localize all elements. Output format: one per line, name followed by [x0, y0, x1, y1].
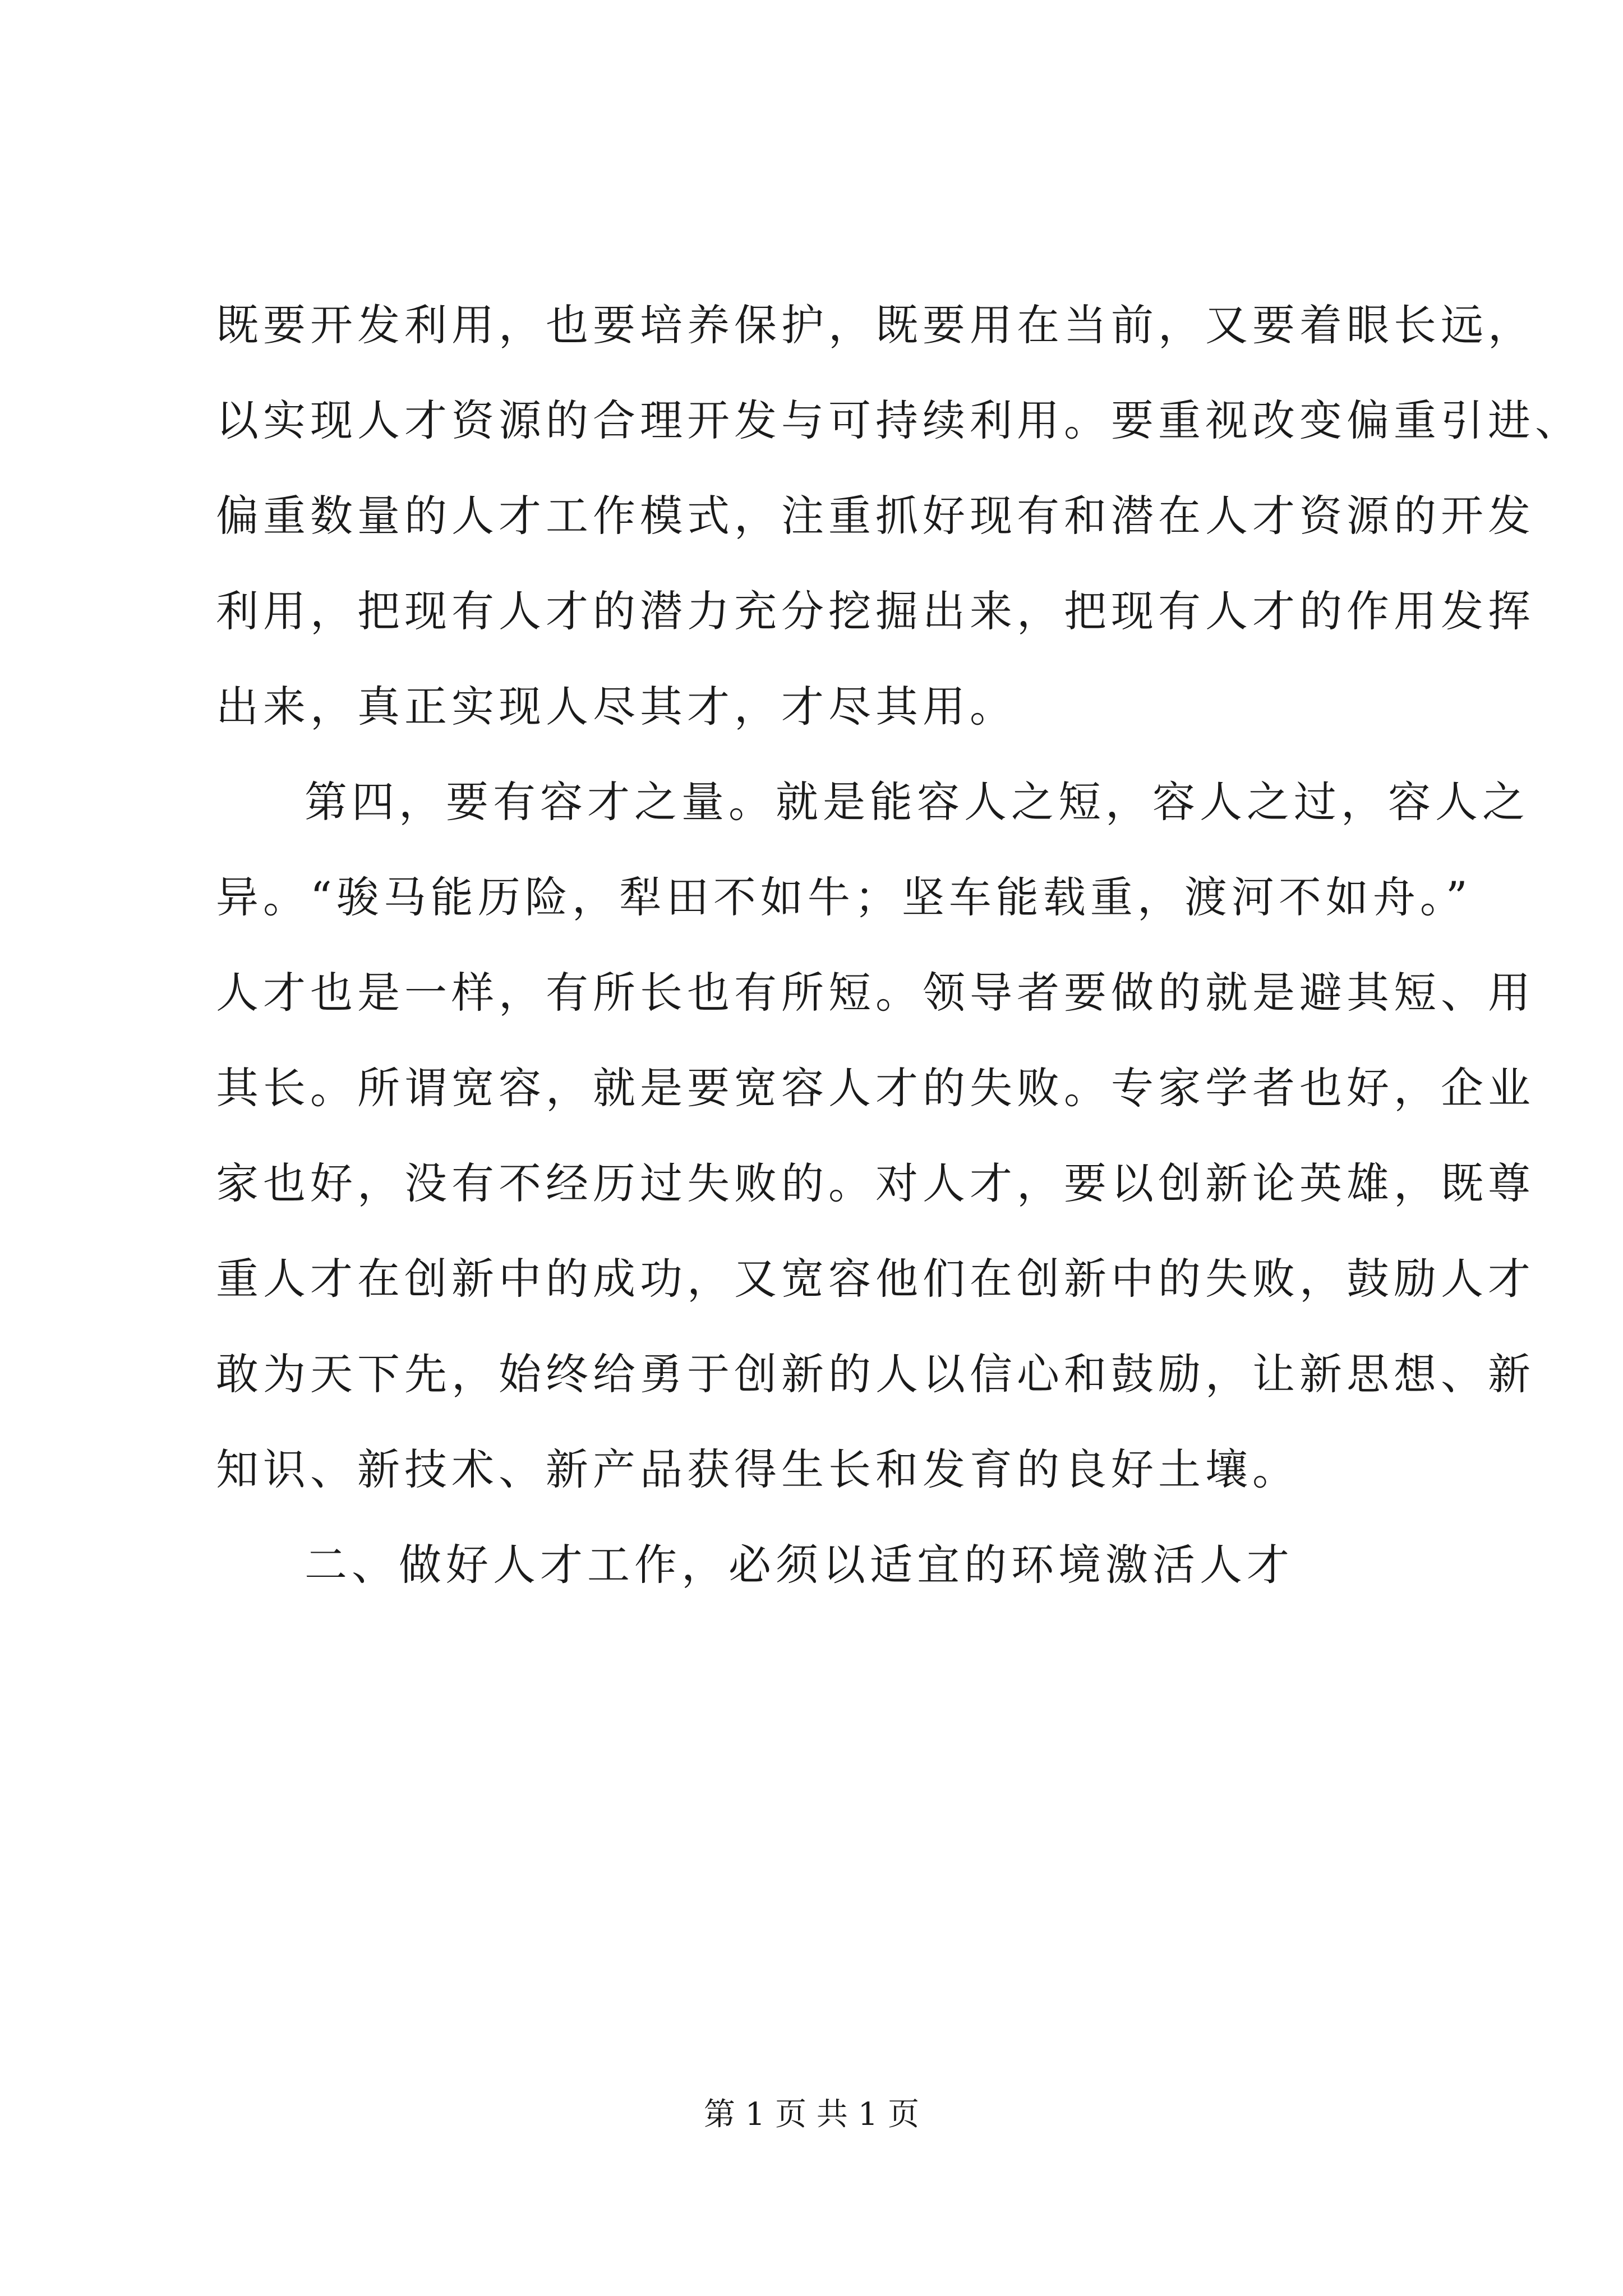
- text-line: 以实现人才资源的合理开发与可持续利用。要重视改变偏重引进、: [216, 395, 1582, 445]
- page-number-footer: 第 1 页 共 1 页: [703, 2096, 920, 2133]
- paragraph-first-line: 第四，要有容才之量。就是能容人之短，容人之过，容人之: [305, 777, 1529, 827]
- text-line: 家也好，没有不经历过失败的。对人才，要以创新论英雄，既尊: [216, 1158, 1535, 1208]
- text-line: 利用，把现有人才的潜力充分挖掘出来，把现有人才的作用发挥: [216, 586, 1535, 636]
- text-line: 人才也是一样，有所长也有所短。领导者要做的就是避其短、用: [216, 968, 1535, 1018]
- text-line: 偏重数量的人才工作模式，注重抓好现有和潜在人才资源的开发: [216, 491, 1535, 541]
- text-line: 其长。所谓宽容，就是要宽容人才的失败。专家学者也好，企业: [216, 1063, 1535, 1113]
- text-line: 异。“骏马能历险，犁田不如牛；坚车能载重，渡河不如舟。”: [216, 872, 1472, 922]
- text-line: 重人才在创新中的成功，又宽容他们在创新中的失败，鼓励人才: [216, 1254, 1535, 1304]
- text-line: 知识、新技术、新产品获得生长和发育的良好土壤。: [216, 1444, 1299, 1494]
- text-line: 既要开发利用，也要培养保护，既要用在当前，又要着眼长远，: [216, 300, 1535, 350]
- section-heading: 二、做好人才工作，必须以适宜的环境激活人才: [305, 1540, 1294, 1590]
- text-line: 敢为天下先，始终给勇于创新的人以信心和鼓励，让新思想、新: [216, 1349, 1535, 1399]
- text-line: 出来，真正实现人尽其才，才尽其用。: [216, 682, 1017, 731]
